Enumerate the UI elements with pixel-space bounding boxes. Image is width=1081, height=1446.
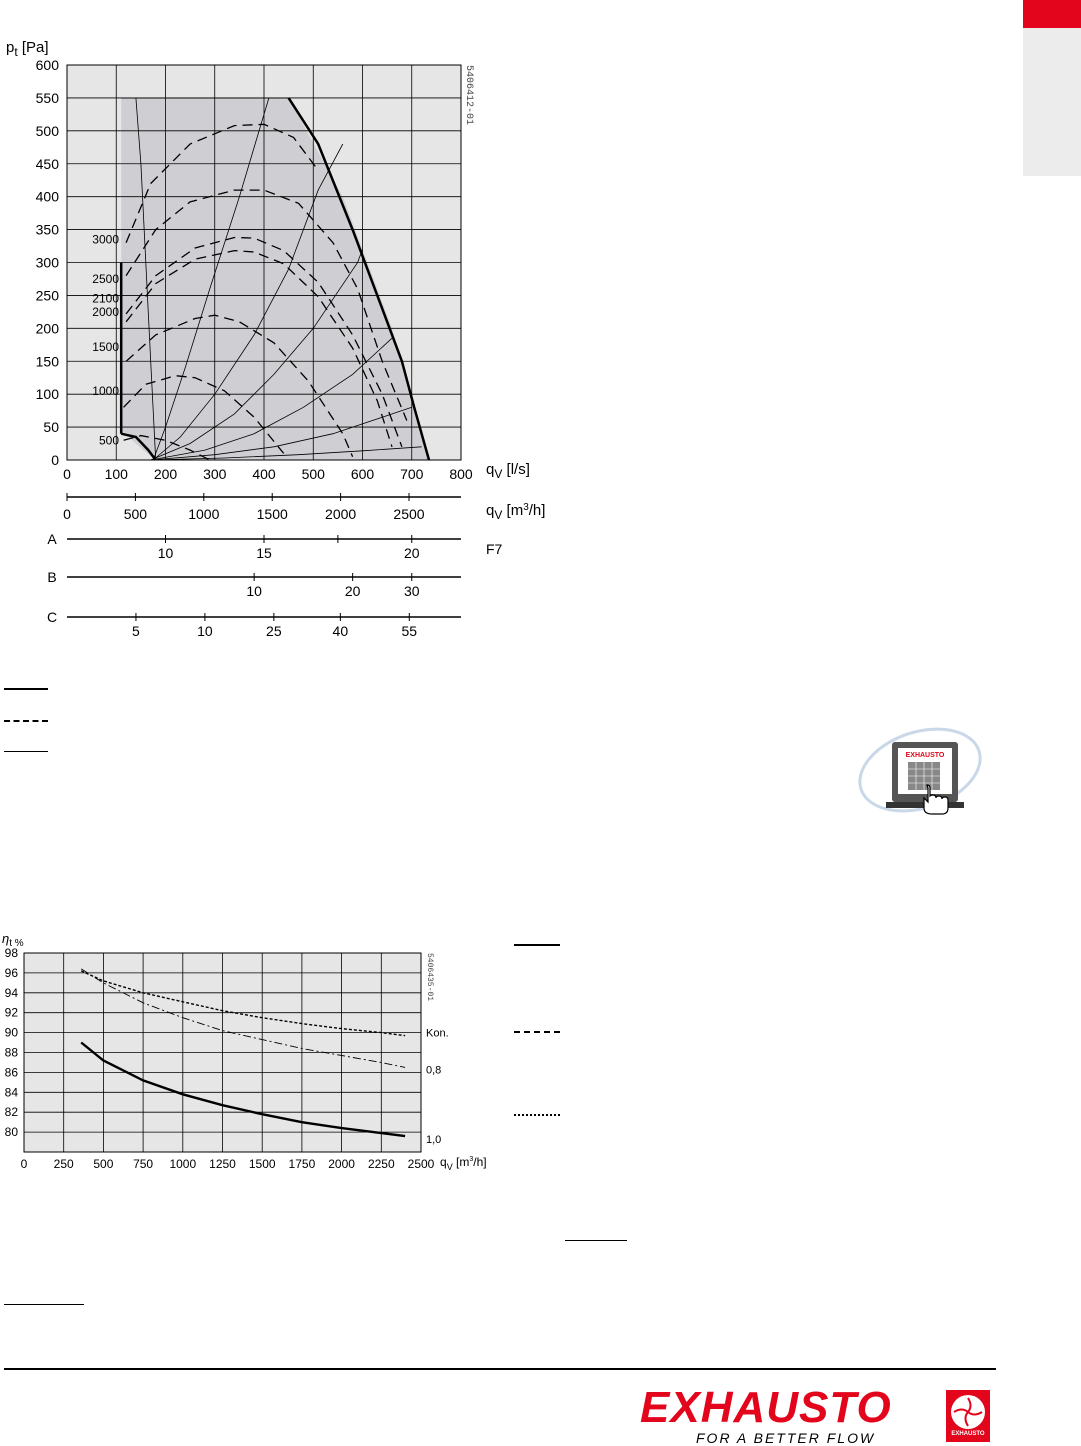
m3h-tick-label-0: 0 [63,506,71,522]
fan-y-tick-12: 600 [35,57,59,73]
eff-y-tick-8: 96 [4,965,18,980]
scale-A-letter: A [47,531,57,547]
screen-icon-label: EXHAUSTO [905,752,945,759]
eff-legend-dotted-line [514,1114,560,1116]
eff-x-tick-3: 750 [133,1157,154,1171]
m3h-tick-label-4: 2000 [325,506,357,522]
scale-A-tick-label-0: 10 [157,545,174,561]
fan-speed-label-6: 500 [98,433,119,448]
eff-chart-code: 5406435-01 [425,953,434,1002]
fan-y-tick-8: 400 [35,188,59,205]
eff-y-tick-3: 86 [4,1065,18,1080]
fan-speed-label-2: 2100 [92,291,119,306]
fan-speed-label-4: 1500 [92,339,119,354]
fan-y-tick-9: 450 [35,155,59,172]
logo-fan-mark [946,1390,990,1442]
eff-x-tick-8: 2000 [328,1157,355,1171]
eff-x-tick-7: 1750 [288,1157,316,1171]
eff-y-tick-2: 84 [4,1085,18,1100]
scale-A-end-label: F7 [486,541,503,557]
m3h-tick-label-1: 500 [123,506,148,522]
fan-y-tick-10: 500 [35,122,59,139]
scale-C-tick-label-3: 40 [332,623,349,639]
eff-x-tick-9: 2250 [367,1157,395,1171]
eff-series-label-0: Kon. [426,1027,449,1040]
eff-y-tick-6: 92 [4,1005,18,1020]
eff-legend-solid-line [514,944,560,946]
eff-y-tick-0: 80 [4,1125,18,1140]
eff-legend-dashed-line [514,1031,560,1033]
scale-B-tick-label-2: 30 [403,583,420,599]
eff-x-tick-6: 1500 [248,1157,276,1171]
fan-speed-label-0: 3000 [92,232,119,247]
fan-y-tick-5: 250 [35,287,59,304]
scale-A-tick-label-1: 15 [256,545,272,561]
eff-x-tick-1: 250 [53,1157,74,1171]
selection-software-icon [850,722,986,826]
scale-B-letter: B [47,569,57,585]
fan-speed-label-5: 1000 [92,383,119,398]
scale-C-tick-label-1: 10 [197,623,213,639]
m3h-tick-label-2: 1000 [188,506,220,522]
eff-y-tick-7: 94 [4,985,18,1000]
eff-x-tick-10: 2500 [407,1157,435,1171]
eff-x-tick-5: 1250 [209,1157,236,1171]
fan-x-tick-0: 0 [63,466,71,482]
underline-rule-1 [565,1240,627,1241]
fan-y-tick-2: 100 [35,386,59,403]
fan-x-tick-1: 100 [104,466,128,482]
fan-y-tick-4: 200 [35,320,59,337]
fan-chart-code: 5406412-01 [463,65,474,126]
fan-y-tick-11: 550 [35,89,59,106]
eff-y-tick-5: 90 [4,1025,18,1040]
fan-x-tick-2: 200 [153,466,178,482]
m3h-tick-label-5: 2500 [393,506,425,522]
eff-series-label-1: 0,8 [426,1064,442,1077]
scale-B-tick-label-0: 10 [246,583,262,599]
fan-x-axis-label: $q_V$ [l/s] [486,461,530,481]
fan-speed-label-1: 2500 [92,271,119,286]
logo-mark-text: EXHAUSTO [951,1431,985,1437]
fan-x-tick-8: 800 [449,466,473,482]
eff-y-tick-1: 82 [4,1105,18,1120]
eff-y-axis-label: $\eta_{t \%}$ [2,931,24,949]
scale-C-tick-label-0: 5 [132,623,140,639]
fan-y-tick-7: 350 [35,221,59,238]
fan-y-tick-6: 300 [35,254,59,271]
legend-dashed-line [4,720,48,722]
fan-x-tick-5: 500 [301,466,325,482]
underline-rule-2 [4,1304,84,1305]
eff-x-tick-2: 500 [93,1157,114,1171]
eff-x-tick-0: 0 [20,1157,28,1171]
eff-y-tick-4: 88 [4,1045,18,1060]
fan-x-tick-4: 400 [252,466,276,482]
scale-C-letter: C [46,609,58,625]
fan-x-tick-3: 300 [203,466,227,482]
logo-wordmark: EXHAUSTO [640,1383,892,1432]
eff-series-label-2: 1,0 [426,1134,442,1147]
fan-y-tick-1: 50 [43,419,59,436]
legend-solid-line-1 [4,688,48,690]
scale-C-tick-label-2: 25 [266,623,282,639]
fan-y-tick-0: 0 [51,452,59,468]
eff-x-tick-4: 1000 [169,1157,197,1171]
scale-B-tick-label-1: 20 [344,583,361,599]
exhausto-logo [640,1383,1000,1446]
footer-rule [4,1368,996,1370]
eff-x-axis-label: $q_V$ $[m^3/h]$ [440,1155,487,1172]
fan-x-tick-7: 700 [400,466,424,482]
eff-y-tick-9: 98 [4,946,18,960]
fan-speed-label-3: 2000 [92,304,119,319]
legend-solid-line-2 [4,751,48,752]
fan-y-tick-3: 150 [35,353,59,370]
fan-y-axis-label: $p_t$ [Pa] [6,39,49,59]
m3h-axis-label: $q_V$ $[m^3/h]$ [486,502,546,522]
logo-tagline: FOR A BETTER FLOW [696,1430,876,1446]
scale-C-tick-label-4: 55 [401,623,418,639]
m3h-tick-label-3: 1500 [256,506,288,522]
fan-x-tick-6: 600 [350,466,375,482]
scale-A-tick-label-3: 20 [403,545,420,561]
